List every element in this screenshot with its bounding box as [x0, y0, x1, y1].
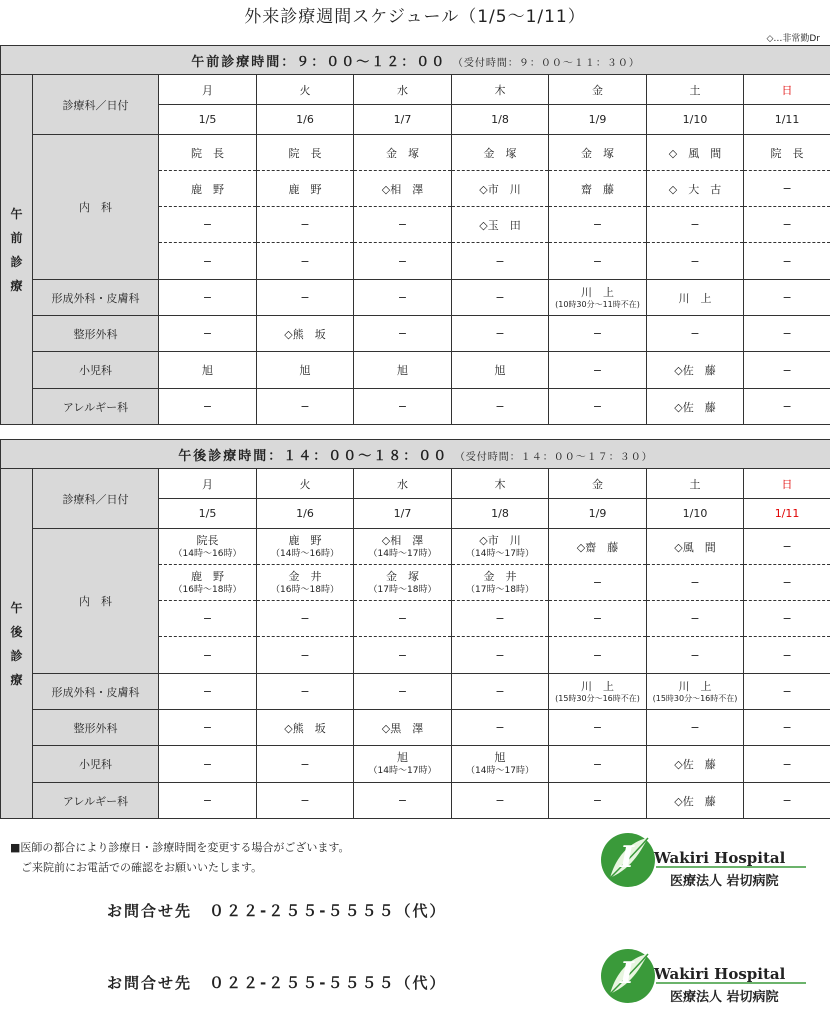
date-fri: 1/9 [549, 499, 647, 529]
dept-shoni: 小児科 [33, 746, 159, 783]
cell-naika-r2-thu [452, 565, 549, 601]
afternoon-header [1, 440, 830, 469]
day-sun: 日 [744, 469, 830, 499]
absence-note: (15時30分〜16時不在) [652, 693, 738, 703]
doctor-name: 川 上 [678, 679, 712, 693]
date-tue: 1/6 [257, 105, 354, 135]
dept-allergy: アレルギー科 [33, 783, 159, 819]
cell-naika-r4-tue: − [257, 243, 354, 280]
day-mon: 月 [159, 469, 257, 499]
doctor-name: 旭 [397, 751, 408, 764]
doctor-name: ◇市 川 [479, 533, 521, 547]
legend-note: ◇…非常勤Dr [766, 34, 820, 44]
day-wed: 水 [354, 75, 452, 105]
contact-phone-2: お問合せ先 ０２２-２５５-５５５５（代） [107, 974, 447, 992]
doctor-name: 旭 [494, 751, 506, 764]
cell-shoni-sat: ◇佐 藤 [647, 746, 744, 783]
date-wed: 1/7 [354, 105, 452, 135]
cell-shoni-sun: − [744, 746, 830, 783]
cell-allergy-fri: − [549, 389, 647, 425]
cell-allergy-sun: − [744, 783, 830, 819]
doctor-name: 金 井 [483, 569, 517, 583]
cell-seikei-wed: − [354, 316, 452, 352]
cell-naika-r4-wed: − [354, 637, 452, 674]
time-note: （14時〜17時） [368, 766, 437, 776]
time-note: （14時〜17時） [368, 548, 437, 559]
cell-keisei-wed: − [354, 280, 452, 316]
cell-seikei-sat: − [647, 316, 744, 352]
cell-naika-r1-fri: 金 塚 [549, 135, 647, 171]
dept-seikei: 整形外科 [33, 316, 159, 352]
cell-shoni-sun: − [744, 352, 830, 389]
doctor-name: 川 上 [581, 679, 614, 693]
cell-naika-r1-sun: 院 長 [744, 135, 830, 171]
cell-seikei-sun: − [744, 316, 830, 352]
date-thu: 1/8 [452, 499, 549, 529]
time-note: （16時〜18時） [173, 584, 242, 595]
cell-allergy-sat: ◇佐 藤 [647, 783, 744, 819]
cell-keisei-sun: − [744, 674, 830, 710]
date-sat: 1/10 [647, 105, 744, 135]
cell-naika-r2-fri: 齋 藤 [549, 171, 647, 207]
logo-jp: 医療法人 岩切病院 [670, 874, 779, 889]
afternoon-schedule [0, 439, 830, 819]
time-note: （14時〜16時） [173, 548, 242, 559]
cell-naika-r3-thu: ◇玉 田 [452, 207, 549, 243]
cell-shoni-thu [452, 746, 549, 783]
cell-naika-r2-sun: − [744, 565, 830, 601]
cell-allergy-thu: − [452, 783, 549, 819]
cell-keisei-tue: − [257, 674, 354, 710]
afternoon-table [0, 439, 830, 819]
cell-allergy-mon: − [159, 783, 257, 819]
date-mon: 1/5 [159, 499, 257, 529]
cell-keisei-sat [647, 674, 744, 710]
time-note: （14時〜17時） [466, 548, 534, 559]
cell-naika-r3-fri: − [549, 601, 647, 637]
dept-date-label: 診療科／日付 [33, 469, 159, 529]
cell-naika-r2-wed [354, 565, 452, 601]
cell-naika-r3-wed: − [354, 601, 452, 637]
morning-reception-hours: （受付時間：９：００〜１１：３０） [452, 57, 640, 69]
cell-naika-r2-thu: ◇市 川 [452, 171, 549, 207]
afternoon-hours: 午後診療時間：１４：００〜１８：００ [178, 448, 449, 464]
cell-seikei-mon: − [159, 316, 257, 352]
cell-naika-r2-sat: − [647, 565, 744, 601]
time-note: （16時〜18時） [271, 584, 339, 595]
afternoon-reception-hours: （受付時間：１４：００〜１７：３０） [454, 451, 653, 463]
cell-naika-r4-sat: − [647, 243, 744, 280]
contact-phone: お問合せ先 ０２２-２５５-５５５５（代） [107, 902, 447, 920]
day-sat: 土 [647, 469, 744, 499]
cell-keisei-tue: − [257, 280, 354, 316]
cell-naika-r4-thu: − [452, 637, 549, 674]
cell-keisei-fri [549, 280, 647, 316]
dept-keisei: 形成外科・皮膚科 [33, 674, 159, 710]
cell-seikei-mon: − [159, 710, 257, 746]
cell-naika-r4-sat: − [647, 637, 744, 674]
day-thu: 木 [452, 75, 549, 105]
cell-naika-r3-sun: − [744, 207, 830, 243]
cell-naika-r2-mon [159, 565, 257, 601]
date-wed: 1/7 [354, 499, 452, 529]
day-fri: 金 [549, 75, 647, 105]
cell-naika-r4-tue: − [257, 637, 354, 674]
cell-naika-r2-wed: ◇相 澤 [354, 171, 452, 207]
logo-en: Wakiri Hospital [654, 965, 786, 983]
cell-shoni-tue: − [257, 746, 354, 783]
cell-allergy-wed: − [354, 783, 452, 819]
cell-naika-r1-thu: 金 塚 [452, 135, 549, 171]
morning-side-label: 午 前 診 療 [1, 75, 33, 425]
cell-naika-r2-sun: − [744, 171, 830, 207]
notice [10, 838, 350, 878]
cell-naika-r3-sat: − [647, 207, 744, 243]
cell-naika-r4-mon: − [159, 637, 257, 674]
cell-naika-r3-wed: − [354, 207, 452, 243]
cell-shoni-tue: 旭 [257, 352, 354, 389]
cell-naika-r3-thu: − [452, 601, 549, 637]
date-sat: 1/10 [647, 499, 744, 529]
cell-shoni-fri: − [549, 352, 647, 389]
cell-allergy-wed: − [354, 389, 452, 425]
morning-table [0, 45, 830, 425]
cell-naika-r2-mon: 鹿 野 [159, 171, 257, 207]
cell-allergy-tue: − [257, 389, 354, 425]
dept-seikei: 整形外科 [33, 710, 159, 746]
cell-seikei-sun: − [744, 710, 830, 746]
doctor-name: 鹿 野 [191, 569, 224, 583]
day-wed: 水 [354, 469, 452, 499]
day-fri: 金 [549, 469, 647, 499]
cell-naika-r1-tue [257, 529, 354, 565]
cell-naika-r4-wed: − [354, 243, 452, 280]
cell-naika-r1-wed [354, 529, 452, 565]
day-sat: 土 [647, 75, 744, 105]
dept-shoni: 小児科 [33, 352, 159, 389]
cell-naika-r4-sun: − [744, 243, 830, 280]
cell-keisei-mon: − [159, 280, 257, 316]
morning-header [1, 46, 830, 75]
cell-naika-r3-tue: − [257, 601, 354, 637]
cell-seikei-fri: − [549, 710, 647, 746]
cell-naika-r2-tue: 鹿 野 [257, 171, 354, 207]
cell-allergy-mon: − [159, 389, 257, 425]
cell-keisei-sat: 川 上 [647, 280, 744, 316]
cell-allergy-sun: − [744, 389, 830, 425]
logo-jp: 医療法人 岩切病院 [670, 990, 779, 1005]
cell-shoni-mon: 旭 [159, 352, 257, 389]
day-thu: 木 [452, 469, 549, 499]
time-note: （14時〜16時） [271, 548, 339, 559]
cell-naika-r1-tue: 院 長 [257, 135, 354, 171]
cell-naika-r1-thu [452, 529, 549, 565]
cell-naika-r3-tue: − [257, 207, 354, 243]
logo-mark: I [620, 840, 635, 875]
cell-seikei-sat: − [647, 710, 744, 746]
doctor-name: ◇相 澤 [381, 533, 424, 547]
day-tue: 火 [257, 75, 354, 105]
cell-seikei-tue: ◇熊 坂 [257, 316, 354, 352]
date-sun: 1/11 [744, 105, 830, 135]
notice-line-1: ■医師の都合により診療日・診療時間を変更する場合がございます。 [10, 841, 350, 854]
doctor-name: 鹿 野 [288, 533, 322, 547]
cell-naika-r4-sun: − [744, 637, 830, 674]
cell-seikei-thu: − [452, 316, 549, 352]
morning-hours: 午前診療時間：９：００〜１２：００ [191, 54, 447, 70]
dept-naika: 内 科 [33, 529, 159, 674]
cell-shoni-mon: − [159, 746, 257, 783]
dept-keisei: 形成外科・皮膚科 [33, 280, 159, 316]
cell-allergy-tue: − [257, 783, 354, 819]
cell-naika-r1-sat: ◇ 風 間 [647, 135, 744, 171]
logo-en: Wakiri Hospital [654, 849, 786, 867]
dept-allergy: アレルギー科 [33, 389, 159, 425]
time-note: （14時〜17時） [466, 766, 534, 776]
cell-naika-r2-sat: ◇ 大 古 [647, 171, 744, 207]
hospital-logo-2 [596, 946, 811, 1006]
time-note: （17時〜18時） [368, 584, 437, 595]
cell-shoni-thu: 旭 [452, 352, 549, 389]
cell-naika-r4-fri: − [549, 243, 647, 280]
cell-seikei-fri: − [549, 316, 647, 352]
cell-naika-r1-fri: ◇齋 藤 [549, 529, 647, 565]
doctor-name: 金 塚 [386, 569, 419, 583]
time-note: （17時〜18時） [466, 584, 534, 595]
cell-keisei-fri [549, 674, 647, 710]
cell-naika-r2-fri: − [549, 565, 647, 601]
date-tue: 1/6 [257, 499, 354, 529]
cell-keisei-thu: − [452, 280, 549, 316]
cell-seikei-thu: − [452, 710, 549, 746]
cell-naika-r1-sat: ◇風 間 [647, 529, 744, 565]
cell-shoni-fri: − [549, 746, 647, 783]
cell-naika-r1-sun: − [744, 529, 830, 565]
morning-schedule [0, 45, 830, 425]
keisei-fri-doctor: 川 上 [581, 285, 614, 299]
cell-naika-r3-sun: − [744, 601, 830, 637]
cell-allergy-fri: − [549, 783, 647, 819]
cell-shoni-wed [354, 746, 452, 783]
cell-naika-r4-thu: − [452, 243, 549, 280]
doctor-name: 院長 [196, 533, 219, 547]
date-thu: 1/8 [452, 105, 549, 135]
dept-naika: 内 科 [33, 135, 159, 280]
cell-naika-r2-tue [257, 565, 354, 601]
date-mon: 1/5 [159, 105, 257, 135]
absence-note: (15時30分〜16時不在) [555, 693, 640, 703]
cell-allergy-sat: ◇佐 藤 [647, 389, 744, 425]
cell-keisei-mon: − [159, 674, 257, 710]
cell-seikei-wed: ◇黒 澤 [354, 710, 452, 746]
cell-naika-r4-fri: − [549, 637, 647, 674]
notice-line-2: ご来院前にお電話での確認をお願いいたします。 [10, 861, 263, 874]
cell-keisei-wed: − [354, 674, 452, 710]
cell-naika-r1-mon [159, 529, 257, 565]
day-sun: 日 [744, 75, 830, 105]
cell-keisei-sun: − [744, 280, 830, 316]
cell-keisei-thu: − [452, 674, 549, 710]
cell-naika-r1-mon: 院 長 [159, 135, 257, 171]
afternoon-side-label: 午 後 診 療 [1, 469, 33, 819]
cell-shoni-wed: 旭 [354, 352, 452, 389]
logo-mark: I [620, 956, 635, 991]
cell-allergy-thu: − [452, 389, 549, 425]
hospital-logo [596, 830, 811, 890]
date-fri: 1/9 [549, 105, 647, 135]
cell-naika-r3-sat: − [647, 601, 744, 637]
doctor-name: 金 井 [288, 569, 322, 583]
cell-naika-r3-mon: − [159, 601, 257, 637]
cell-naika-r3-fri: − [549, 207, 647, 243]
cell-naika-r4-mon: − [159, 243, 257, 280]
cell-naika-r3-mon: − [159, 207, 257, 243]
day-tue: 火 [257, 469, 354, 499]
cell-naika-r1-wed: 金 塚 [354, 135, 452, 171]
cell-shoni-sat: ◇佐 藤 [647, 352, 744, 389]
day-mon: 月 [159, 75, 257, 105]
keisei-fri-note: (10時30分〜11時不在) [555, 299, 640, 309]
cell-seikei-tue: ◇熊 坂 [257, 710, 354, 746]
page-title: 外来診療週間スケジュール（1/5〜1/11） [244, 7, 586, 27]
date-sun: 1/11 [744, 499, 830, 529]
dept-date-label: 診療科／日付 [33, 75, 159, 135]
